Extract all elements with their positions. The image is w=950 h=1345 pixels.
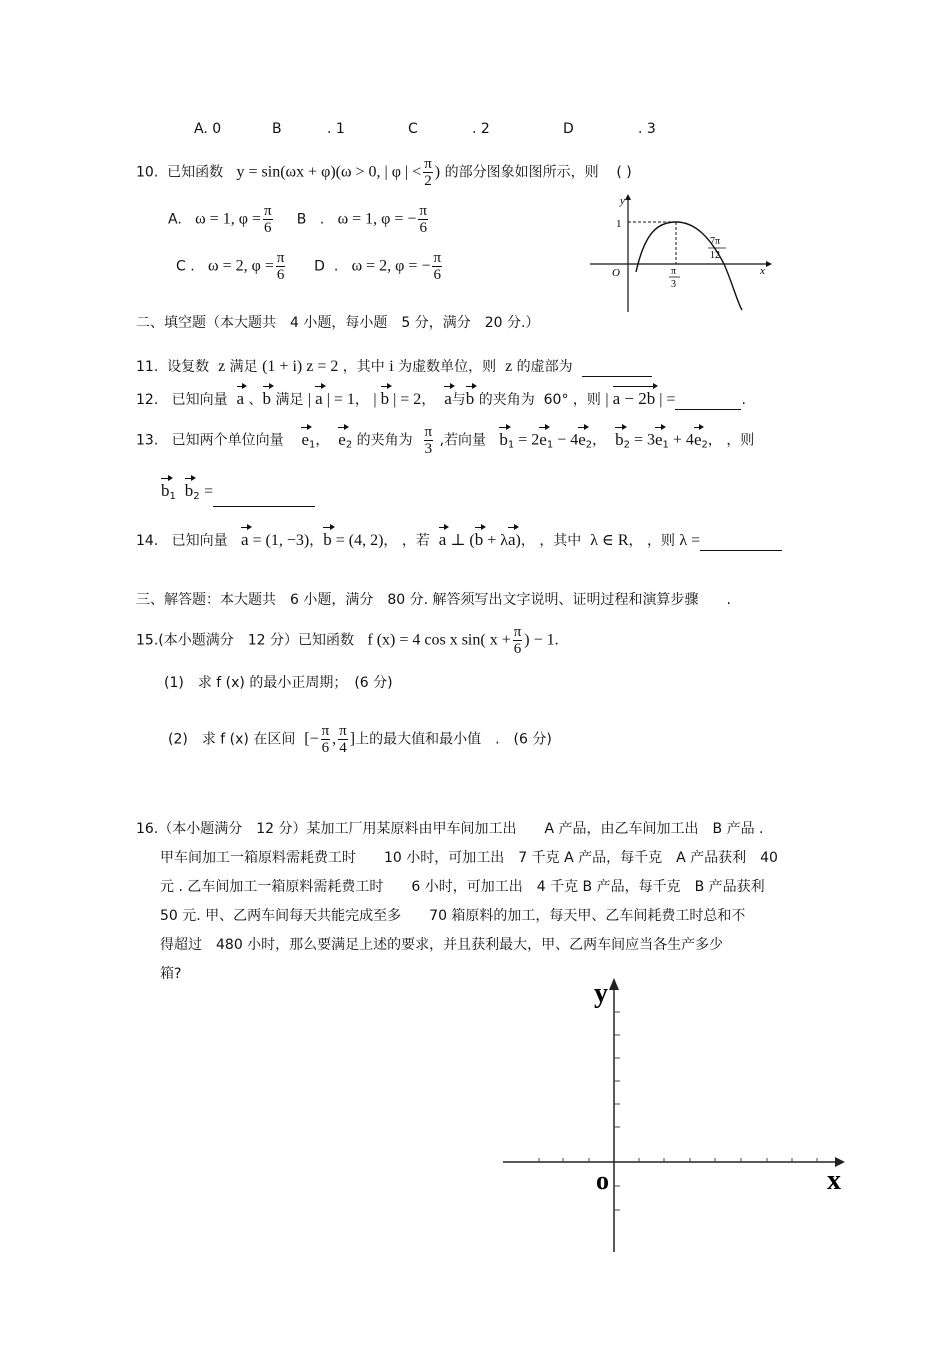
q16-line-5: 得超过 480 小时，那么要满足上述的要求，并且获利最大，甲、乙两车间应当各生产多少 bbox=[160, 937, 724, 953]
q13-question: 13. 已知两个单位向量 $e_1$， $e_2$ 的夹角为 $\frac{\pi}{3}$ ,若向量 $b_1 = 2e_1 - 4e_2$， $b_2 = 3e_1 + 4e_2$， ，则 bbox=[136, 424, 755, 457]
q15-part-1: (1) 求 f (x) 的最小正周期； (6 分) bbox=[164, 675, 393, 691]
q15-part-2: (2) 求 f (x) 在区间 [− $\frac{\pi}{6}$ , $\frac{\pi}{4}$ ]上的最大值和最小值 . (6 分) bbox=[168, 723, 552, 756]
q9-option-c-letter: C bbox=[408, 121, 418, 137]
q10-question: 10. 已知函数 y = sin(ωx + φ)(ω > 0, | φ | < $\frac{\pi}{2}$ ) 的部分图象如图所示，则 ( ) bbox=[136, 156, 632, 189]
svg-text:7π: 7π bbox=[710, 236, 721, 247]
section-3-heading: 三、解答题：本大题共 6 小题，满分 80 分. 解答须写出文字说明、证明过程和演算步骤 . bbox=[136, 592, 731, 608]
q10-options-cd: C . ω = 2, φ = $\frac{\pi}{6}$ D . ω = 2, φ = − $\frac{\pi}{6}$ bbox=[176, 250, 442, 283]
q11-question: 11. 设复数 z 满足 (1 + i) z = 2 ，其中 i 为虚数单位，则 z 的虚部为 bbox=[136, 357, 652, 377]
q10-sine-graph bbox=[590, 192, 780, 316]
q15-question: 15.(本小题满分 12 分）已知函数 f (x) = 4 cos x sin( x + $\frac{\pi}{6}$ ) − 1. bbox=[136, 624, 559, 657]
axis-x-label: x bbox=[827, 1165, 841, 1196]
graph-origin-label: O bbox=[612, 267, 620, 279]
q16-coordinate-axes bbox=[495, 972, 855, 1257]
axis-y-label: y bbox=[594, 978, 608, 1009]
q9-option-d-value: . 3 bbox=[638, 121, 656, 137]
graph-x-label: x bbox=[760, 265, 765, 277]
q9-option-b-value: . 1 bbox=[327, 121, 345, 137]
q16-line-1: 16.（本小题满分 12 分）某加工厂用某原料由甲车间加工出 A 产品，由乙车间加工出 B 产品 . bbox=[136, 821, 764, 837]
graph-y-label: y bbox=[620, 195, 625, 207]
q16-line-6: 箱? bbox=[160, 966, 182, 982]
q14-question: 14. 已知向量 a = (1, −3)，b = (4, 2)， ，若 a ⊥ (b + λa)， ，其中 λ ∈ R， ，则 λ = bbox=[136, 530, 782, 551]
q16-line-4: 50 元. 甲、乙两车间每天共能完成至多 70 箱原料的加工，每天甲、乙车间耗费工时总和不 bbox=[160, 908, 746, 924]
q9-option-c-value: . 2 bbox=[472, 121, 490, 137]
q9-option-b-letter: B bbox=[272, 121, 282, 137]
q9-option-a: A. 0 bbox=[194, 121, 222, 137]
axis-origin-label: o bbox=[596, 1166, 609, 1195]
q12-question: 12. 已知向量 a 、b 满足 | a | = 1， | b | = 2， a与b 的夹角为 60° ，则 | a − 2b | = . bbox=[136, 389, 746, 408]
svg-text:3: 3 bbox=[671, 279, 676, 290]
q16-line-2: 甲车间加工一箱原料需耗费工时 10 小时，可加工出 7 千克 A 产品，每千克 A 产品获利 40 bbox=[160, 850, 778, 866]
q13-answer-line: $b_1$ $b_2$ = bbox=[161, 481, 315, 507]
q16-line-3: 元 . 乙车间加工一箱原料需耗费工时 6 小时，可加工出 4 千克 B 产品，每千克 B 产品获利 bbox=[160, 879, 765, 895]
svg-text:12: 12 bbox=[710, 250, 720, 261]
section-2-heading: 二、填空题（本大题共 4 小题，每小题 5 分，满分 20 分.） bbox=[136, 315, 540, 331]
svg-text:π: π bbox=[671, 266, 677, 277]
graph-one-label: 1 bbox=[616, 218, 622, 230]
q10-options-ab: A. ω = 1, φ = $\frac{\pi}{6}$ B . ω = 1, φ = − $\frac{\pi}{6}$ bbox=[168, 203, 427, 236]
q9-option-d-letter: D bbox=[563, 121, 574, 137]
